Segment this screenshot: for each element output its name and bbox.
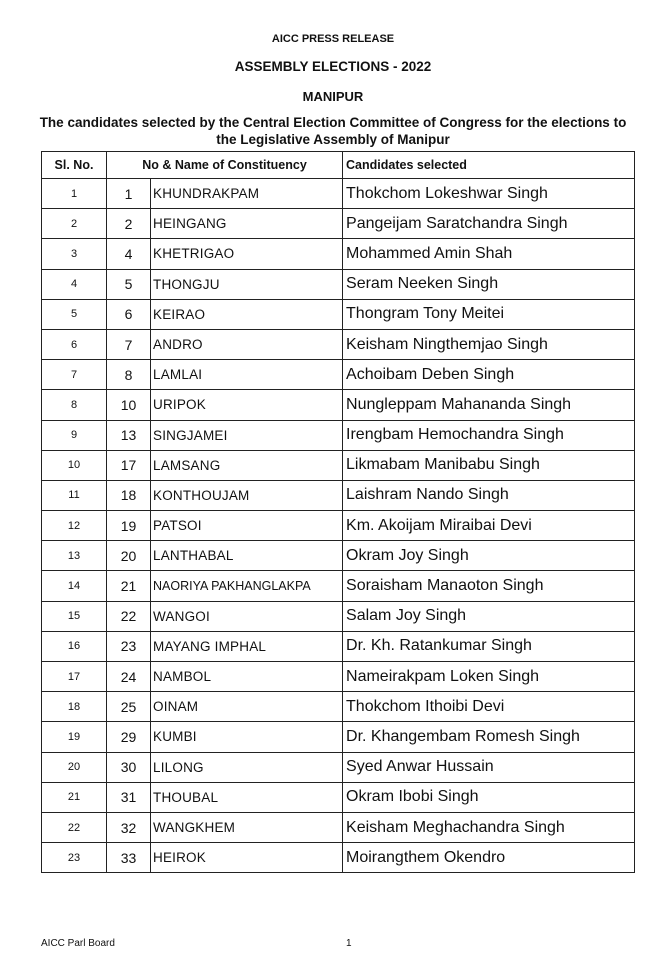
- row-constituency-number: 33: [107, 843, 151, 873]
- row-constituency-number: 5: [107, 269, 151, 299]
- row-candidate-name: Thokchom Ithoibi Devi: [343, 692, 635, 722]
- row-sl-number: 10: [42, 450, 107, 480]
- row-candidate-name: Km. Akoijam Miraibai Devi: [343, 511, 635, 541]
- state-heading: MANIPUR: [302, 89, 364, 104]
- table-row: [42, 420, 635, 450]
- header-candidate: Candidates selected: [343, 152, 635, 179]
- row-candidate-name: Mohammed Amin Shah: [343, 239, 635, 269]
- row-sl-number: 3: [42, 239, 107, 269]
- row-constituency-number: 25: [107, 692, 151, 722]
- row-sl-number: 4: [42, 269, 107, 299]
- row-constituency-number: 6: [107, 299, 151, 329]
- table-row: [42, 179, 635, 209]
- table-row: [42, 722, 635, 752]
- row-sl-number: 19: [42, 722, 107, 752]
- row-sl-number: 7: [42, 360, 107, 390]
- row-sl-number: 8: [42, 390, 107, 420]
- row-sl-number: 21: [42, 782, 107, 812]
- table-row: [42, 269, 635, 299]
- row-constituency-name: WANGKHEM: [151, 812, 343, 842]
- row-constituency-name: MAYANG IMPHAL: [151, 631, 343, 661]
- row-candidate-name: Moirangthem Okendro: [343, 843, 635, 873]
- table-row: [42, 239, 635, 269]
- row-constituency-number: 21: [107, 571, 151, 601]
- row-sl-number: 13: [42, 541, 107, 571]
- row-candidate-name: Okram Joy Singh: [343, 541, 635, 571]
- table-row: [42, 329, 635, 359]
- table-row: [42, 812, 635, 842]
- row-sl-number: 11: [42, 480, 107, 510]
- row-sl-number: 5: [42, 299, 107, 329]
- table-row: [42, 390, 635, 420]
- row-constituency-name: NAORIYA PAKHANGLAKPA: [151, 571, 343, 601]
- row-constituency-number: 2: [107, 209, 151, 239]
- row-constituency-number: 29: [107, 722, 151, 752]
- row-constituency-number: 23: [107, 631, 151, 661]
- row-constituency-name: LAMSANG: [151, 450, 343, 480]
- row-sl-number: 6: [42, 329, 107, 359]
- row-sl-number: 18: [42, 692, 107, 722]
- document-title: ASSEMBLY ELECTIONS - 2022: [234, 59, 432, 74]
- table-row: [42, 692, 635, 722]
- row-constituency-name: LAMLAI: [151, 360, 343, 390]
- header-sl-no: Sl. No.: [42, 152, 107, 179]
- row-constituency-number: 30: [107, 752, 151, 782]
- press-release-label: AICC PRESS RELEASE: [271, 33, 395, 45]
- table-row: [42, 843, 635, 873]
- row-candidate-name: Soraisham Manaoton Singh: [343, 571, 635, 601]
- row-constituency-name: KHETRIGAO: [151, 239, 343, 269]
- row-constituency-number: 8: [107, 360, 151, 390]
- row-constituency-number: 32: [107, 812, 151, 842]
- row-candidate-name: Keisham Ningthemjao Singh: [343, 329, 635, 359]
- row-sl-number: 22: [42, 812, 107, 842]
- row-sl-number: 9: [42, 420, 107, 450]
- row-candidate-name: Nungleppam Mahananda Singh: [343, 390, 635, 420]
- table-header-row: [42, 152, 635, 179]
- row-constituency-number: 19: [107, 511, 151, 541]
- row-candidate-name: Achoibam Deben Singh: [343, 360, 635, 390]
- row-sl-number: 15: [42, 601, 107, 631]
- table-row: [42, 511, 635, 541]
- row-candidate-name: Pangeijam Saratchandra Singh: [343, 209, 635, 239]
- row-candidate-name: Okram Ibobi Singh: [343, 782, 635, 812]
- row-constituency-name: KEIRAO: [151, 299, 343, 329]
- table-row: [42, 450, 635, 480]
- table-row: [42, 631, 635, 661]
- row-sl-number: 1: [42, 179, 107, 209]
- table-body: [42, 179, 635, 873]
- row-constituency-number: 20: [107, 541, 151, 571]
- row-constituency-number: 7: [107, 329, 151, 359]
- row-sl-number: 17: [42, 662, 107, 692]
- row-candidate-name: Thokchom Lokeshwar Singh: [343, 179, 635, 209]
- row-candidate-name: Keisham Meghachandra Singh: [343, 812, 635, 842]
- table-row: [42, 752, 635, 782]
- row-constituency-number: 31: [107, 782, 151, 812]
- row-constituency-number: 17: [107, 450, 151, 480]
- row-constituency-number: 13: [107, 420, 151, 450]
- row-candidate-name: Likmabam Manibabu Singh: [343, 450, 635, 480]
- document-description: The candidates selected by the Central Election Committee of Congress for the elections to the Legislative Assembly of Manipur: [39, 115, 627, 147]
- footer-board: AICC Parl Board: [41, 938, 115, 949]
- row-constituency-name: KONTHOUJAM: [151, 480, 343, 510]
- row-constituency-name: NAMBOL: [151, 662, 343, 692]
- row-constituency-name: SINGJAMEI: [151, 420, 343, 450]
- row-sl-number: 16: [42, 631, 107, 661]
- table-row: [42, 480, 635, 510]
- row-candidate-name: Syed Anwar Hussain: [343, 752, 635, 782]
- row-candidate-name: Dr. Khangembam Romesh Singh: [343, 722, 635, 752]
- row-constituency-name: KHUNDRAKPAM: [151, 179, 343, 209]
- row-candidate-name: Dr. Kh. Ratankumar Singh: [343, 631, 635, 661]
- row-sl-number: 14: [42, 571, 107, 601]
- row-sl-number: 2: [42, 209, 107, 239]
- row-sl-number: 20: [42, 752, 107, 782]
- row-sl-number: 23: [42, 843, 107, 873]
- table-row: [42, 360, 635, 390]
- row-constituency-name: HEINGANG: [151, 209, 343, 239]
- row-candidate-name: Irengbam Hemochandra Singh: [343, 420, 635, 450]
- header-constituency: No & Name of Constituency: [107, 152, 343, 179]
- row-constituency-name: HEIROK: [151, 843, 343, 873]
- row-constituency-name: LILONG: [151, 752, 343, 782]
- row-constituency-number: 24: [107, 662, 151, 692]
- row-constituency-name: OINAM: [151, 692, 343, 722]
- row-candidate-name: Salam Joy Singh: [343, 601, 635, 631]
- table-row: [42, 571, 635, 601]
- row-candidate-name: Thongram Tony Meitei: [343, 299, 635, 329]
- row-constituency-number: 1: [107, 179, 151, 209]
- row-constituency-name: PATSOI: [151, 511, 343, 541]
- row-constituency-name: KUMBI: [151, 722, 343, 752]
- row-constituency-number: 4: [107, 239, 151, 269]
- table-row: [42, 299, 635, 329]
- row-constituency-name: THONGJU: [151, 269, 343, 299]
- row-constituency-name: THOUBAL: [151, 782, 343, 812]
- row-constituency-name: WANGOI: [151, 601, 343, 631]
- row-candidate-name: Nameirakpam Loken Singh: [343, 662, 635, 692]
- table-row: [42, 601, 635, 631]
- row-constituency-number: 18: [107, 480, 151, 510]
- row-constituency-number: 22: [107, 601, 151, 631]
- row-candidate-name: Laishram Nando Singh: [343, 480, 635, 510]
- row-candidate-name: Seram Neeken Singh: [343, 269, 635, 299]
- row-constituency-number: 10: [107, 390, 151, 420]
- candidates-table: [41, 151, 635, 873]
- table-row: [42, 782, 635, 812]
- page-number: 1: [346, 938, 352, 949]
- table-row: [42, 209, 635, 239]
- row-constituency-name: URIPOK: [151, 390, 343, 420]
- table-row: [42, 662, 635, 692]
- row-constituency-name: ANDRO: [151, 329, 343, 359]
- row-sl-number: 12: [42, 511, 107, 541]
- row-constituency-name: LANTHABAL: [151, 541, 343, 571]
- table-row: [42, 541, 635, 571]
